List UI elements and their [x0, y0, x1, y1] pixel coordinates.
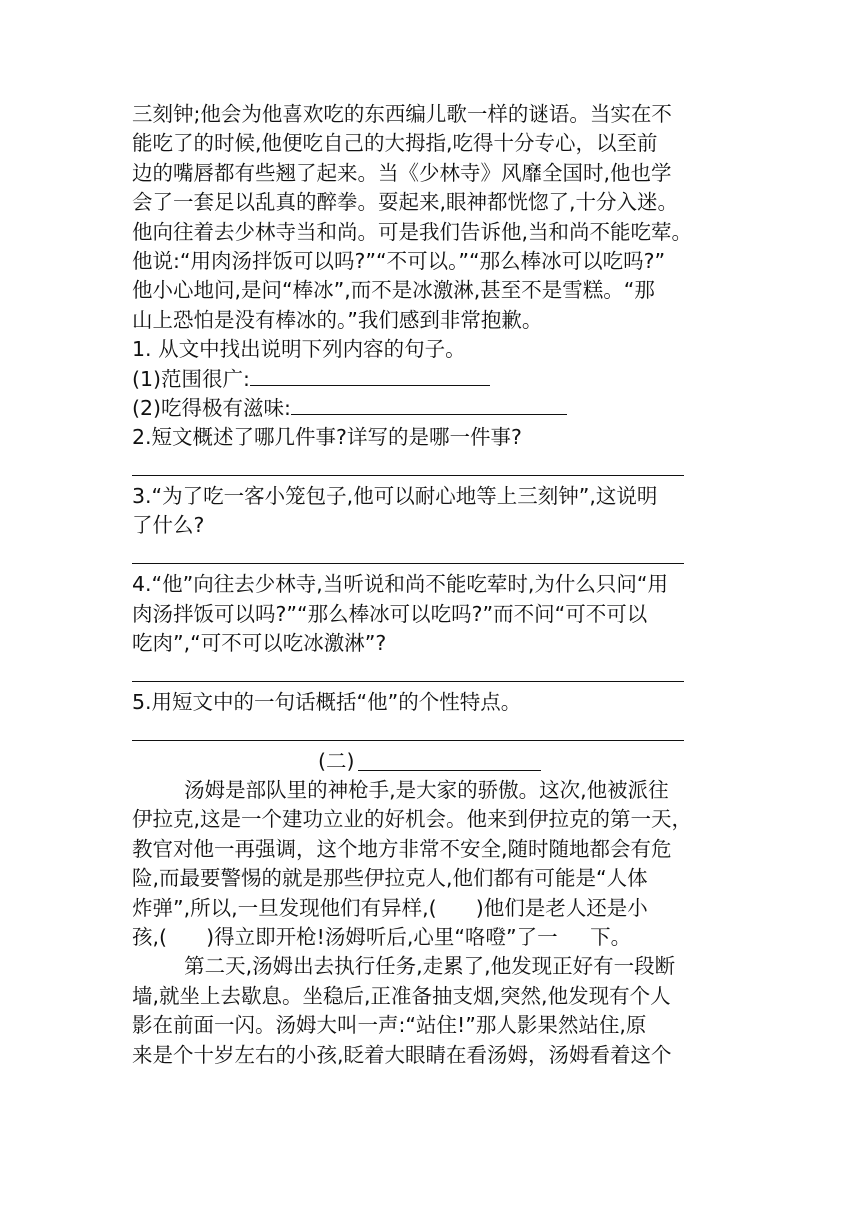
passage-line: 炸弹”,所以,一旦发现他们有异样,( )他们是老人还是小: [132, 895, 648, 920]
passage-two: [132, 776, 732, 1070]
document-page: [132, 100, 732, 1070]
passage-line: 会了一套足以乱真的醉拳。耍起来,眼神都恍惚了,十分入迷。: [132, 190, 679, 215]
question-2-text: 2.短文概述了哪几件事?详写的是哪一件事?: [132, 425, 522, 450]
passage-line: 山上恐怕是没有棒冰的。”我们感到非常抱歉。: [132, 307, 543, 332]
passage-line: 他小心地问,是问“棒冰”,而不是冰激淋,甚至不是雪糕。“那: [132, 278, 655, 303]
answer-blank-1b[interactable]: [291, 394, 567, 415]
answer-line-3[interactable]: [132, 541, 732, 570]
passage-line: 孩,( )得立即开枪!汤姆听后,心里“咯噔”了一 下。: [132, 924, 632, 949]
passage-line: 边的嘴唇都有些翘了起来。当《少林寺》风靡全国时,他也学: [132, 160, 672, 185]
question-1a-label: (1)范围很广:: [132, 366, 250, 391]
question-5-text: 5.用短文中的一句话概括“他”的个性特点。: [132, 689, 522, 714]
question-1b: [132, 394, 732, 423]
passage-line: 三刻钟;他会为他喜欢吃的东西编儿歌一样的谜语。当实在不: [132, 102, 672, 126]
passage-line: 伊拉克,这是一个建功立业的好机会。他来到伊拉克的第一天，: [132, 807, 693, 832]
answer-line-2[interactable]: [132, 453, 732, 482]
question-4-line: 吃肉”,“可不可以吃冰激淋”?: [132, 631, 387, 656]
passage-line: 险,而最要警惕的就是那些伊拉克人,他们都有可能是“人体: [132, 866, 648, 891]
answer-line-5[interactable]: [132, 717, 732, 746]
question-1a: [132, 365, 732, 394]
section-two-heading: [132, 747, 732, 776]
question-4-line: 肉汤拌饭可以吗?”“那么棒冰可以吃吗?”而不问“可不可以: [132, 601, 648, 626]
passage-line: 教官对他一再强调，这个地方非常不安全,随时随地都会有危: [132, 836, 672, 861]
passage-line: 能吃了的时候,他便吃自己的大拇指,吃得十分专心，以至前: [132, 131, 658, 156]
passage-line: 汤姆是部队里的神枪手,是大家的骄傲。这次,他被派往: [132, 777, 669, 802]
section-two-label: (二): [318, 748, 355, 773]
passage-line: 他向往着去少林寺当和尚。可是我们告诉他,当和尚不能吃荤。: [132, 219, 693, 244]
passage-line: 影在前面一闪。汤姆大叫一声:“站住!”那人影果然站住,原: [132, 1013, 647, 1038]
passage-line: 他说:“用肉汤拌饭可以吗?”“不可以。”“那么棒冰可以吃吗?”: [132, 248, 666, 273]
question-3-line: 3.“为了吃一客小笼包子,他可以耐心地等上三刻钟”,这说明: [132, 484, 658, 509]
question-3-line: 了什么?: [132, 513, 205, 538]
passage-line: 来是个十岁左右的小孩,眨着大眼睛在看汤姆，汤姆看着这个: [132, 1042, 672, 1067]
question-list: [132, 335, 732, 746]
answer-line-4[interactable]: [132, 658, 732, 687]
passage-one: [132, 100, 732, 335]
passage-line: 第二天,汤姆出去执行任务,走累了,他发现正好有一段断: [132, 954, 676, 979]
passage-line: 墙,就坐上去歇息。坐稳后,正准备抽支烟,突然,他发现有个人: [132, 983, 671, 1008]
question-1b-label: (2)吃得极有滋味:: [132, 395, 291, 420]
title-blank[interactable]: [358, 770, 541, 771]
question-1-text: 1. 从文中找出说明下列内容的句子。: [132, 337, 466, 362]
question-4-line: 4.“他”向往去少林寺,当听说和尚不能吃荤时,为什么只问“用: [132, 572, 668, 597]
answer-blank-1a[interactable]: [250, 365, 490, 386]
